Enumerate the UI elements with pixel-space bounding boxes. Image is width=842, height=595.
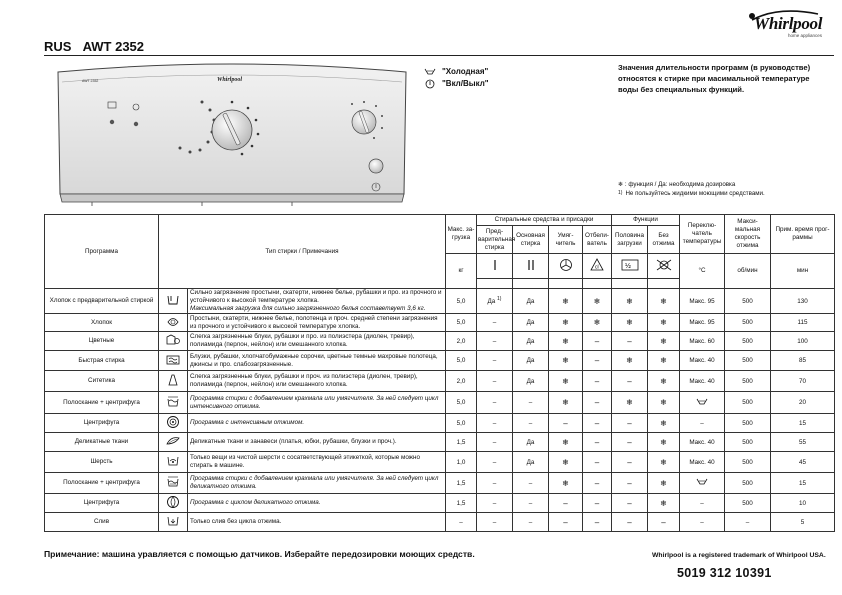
row-temp: Макс. 95: [680, 289, 725, 314]
row-no-spin: ❄: [648, 433, 680, 452]
row-temp: [680, 392, 725, 414]
main-wash-icon: [513, 254, 549, 279]
row-time: 85: [771, 351, 835, 371]
table-row: [45, 314, 835, 332]
row-half-load: –: [612, 513, 648, 532]
row-no-spin: ❄: [648, 414, 680, 433]
cold-wash-icon: [424, 68, 436, 76]
svg-text:cl: cl: [595, 264, 599, 271]
unit-time: мин: [771, 254, 835, 289]
row-spin: 500: [725, 371, 771, 392]
row-prewash: –: [477, 314, 513, 332]
row-description: Программа стирки с добавлением крахмала или умягчителя. За ней следует цикл интенсивного отжима.: [188, 392, 446, 414]
row-load: 5,0: [446, 392, 477, 414]
model-number: AWT 2352: [82, 39, 145, 54]
row-description: Только слив без цикла отжима.: [188, 513, 446, 532]
row-description: Блузки, рубашки, хлопчатобумажные сорочки, цветные темные махровые полотеца, джинсы и про. слабозагрязненные.: [188, 351, 446, 371]
prewash-icon: [477, 254, 513, 279]
row-time: 15: [771, 473, 835, 494]
cold-wash-icon: [696, 398, 708, 406]
row-half-load: –: [612, 473, 648, 494]
unit-spin: об/мин: [725, 254, 771, 289]
table-row: [45, 371, 835, 392]
brand-name: Whirlpool: [754, 14, 823, 33]
row-time: 15: [771, 414, 835, 433]
header-half-load: Половина загрузки: [612, 226, 648, 254]
row-program-name: Полоскание + центрифуга: [45, 392, 159, 414]
row-description: Простыни, скатерти, нижнее белье, полотенца и проч. средней степени загрязнения из прочного и устойчивого к высокой температуре хлопка.: [188, 314, 446, 332]
row-prewash: –: [477, 513, 513, 532]
row-time: 5: [771, 513, 835, 532]
row-half-load: ❄: [612, 351, 648, 371]
table-row: [45, 452, 835, 473]
row-load: 2,0: [446, 332, 477, 351]
table-row: [45, 433, 835, 452]
row-prewash-mark: 1): [497, 296, 502, 303]
header-temp-switch: Переклю- чатель температуры: [680, 215, 725, 254]
table-header-row: [45, 215, 835, 226]
table-row: [45, 513, 835, 532]
row-program-name: Полоскание + центрифуга: [45, 473, 159, 494]
row-prewash: –: [477, 452, 513, 473]
brand-tagline: home appliances: [788, 33, 823, 38]
row-program-name: Шерсть: [45, 452, 159, 473]
row-temp: Макс. 40: [680, 351, 725, 371]
row-main-wash: –: [513, 513, 549, 532]
row-no-spin: ❄: [648, 473, 680, 494]
row-time: 20: [771, 392, 835, 414]
row-main-wash: Да: [513, 452, 549, 473]
table-row: [45, 332, 835, 351]
row-softener: –: [549, 494, 583, 513]
row-temp: Макс. 60: [680, 332, 725, 351]
row-temp: Макс. 40: [680, 433, 725, 452]
row-no-spin: ❄: [648, 371, 680, 392]
row-softener: ❄: [549, 473, 583, 494]
row-softener: ❄: [549, 289, 583, 314]
row-prewash: –: [477, 371, 513, 392]
row-half-load: –: [612, 414, 648, 433]
colored-icon: [159, 332, 188, 351]
table-row: [45, 414, 835, 433]
row-main-wash: –: [513, 494, 549, 513]
row-temp: Макс. 95: [680, 314, 725, 332]
row-bleach: –: [583, 494, 612, 513]
row-description: Деликатные ткани и занавеси (платья, юбки, рубашки, блузки и проч.).: [188, 433, 446, 452]
bleach-icon: [583, 254, 612, 279]
row-program-name: Центрифуга: [45, 414, 159, 433]
row-main-wash: Да: [513, 351, 549, 371]
row-prewash: –: [477, 392, 513, 414]
row-program-name: Центрифуга: [45, 494, 159, 513]
row-main-wash: Да: [513, 332, 549, 351]
header-bleach: Отбели- ватель: [583, 226, 612, 254]
row-softener: ❄: [549, 392, 583, 414]
cotton-prewash-icon: [159, 289, 188, 314]
row-time: 55: [771, 433, 835, 452]
row-time: 10: [771, 494, 835, 513]
header-time: Прим. время прог- раммы: [771, 215, 835, 254]
row-no-spin: ❄: [648, 289, 680, 314]
power-icon: [424, 79, 436, 89]
header-softener: Умяг- читель: [549, 226, 583, 254]
row-half-load: –: [612, 433, 648, 452]
row-load: 1,5: [446, 433, 477, 452]
row-half-load: ❄: [612, 289, 648, 314]
row-description-note: Максимальная загрузка для сильно загрязненного белья составетвует 3,6 кг.: [190, 305, 426, 312]
row-description: Слегка загрязненные блуки, рубашки и про. из полиэстера (диолен, тревир), полиамида (перлон, нейлон) или смешанного хлопка.: [188, 332, 446, 351]
row-bleach: –: [583, 332, 612, 351]
row-main-wash: Да: [513, 433, 549, 452]
delicates-icon: [159, 433, 188, 452]
header-no-spin: Без отжима: [648, 226, 680, 254]
row-prewash: –: [477, 332, 513, 351]
row-description: Слегка загрязненные блуки, рубашки и проч. из полиэстера (диолен, тревир), полиамида (перлон, нейлон) или смешанного хлопка.: [188, 371, 446, 392]
header-max-load: Макс. за- грузка: [446, 215, 477, 254]
footnote-mark: 1): [618, 190, 623, 196]
row-description: Программа с циклом деликатного отжима.: [188, 494, 446, 513]
legend-cold-label: "Холодная": [442, 67, 489, 76]
program-table: [44, 214, 835, 532]
legend-cold: [424, 66, 489, 78]
row-no-spin: –: [648, 513, 680, 532]
footnote-function: ❄ : функция / Да: необходима дозировка: [618, 181, 736, 188]
row-program-name: Деликатные ткани: [45, 433, 159, 452]
unit-load: кг: [446, 254, 477, 289]
row-program-name: Слив: [45, 513, 159, 532]
header-divider: [44, 55, 834, 56]
legend-power: [424, 78, 489, 90]
row-time: 115: [771, 314, 835, 332]
spin-icon: [159, 414, 188, 433]
header-prewash: Пред- варительная стирка: [477, 226, 513, 254]
row-prewash: –: [477, 494, 513, 513]
table-row: [45, 494, 835, 513]
row-load: 5,0: [446, 314, 477, 332]
softener-icon: [549, 254, 583, 279]
row-half-load: –: [612, 494, 648, 513]
panel-model: AWT 2352: [82, 79, 99, 83]
region-code: RUS: [44, 39, 72, 54]
row-no-spin: ❄: [648, 452, 680, 473]
row-softener: ❄: [549, 314, 583, 332]
row-time: 70: [771, 371, 835, 392]
row-bleach: –: [583, 392, 612, 414]
page-title: [44, 39, 144, 54]
row-description: Программа стирки с добавлением крахмала или умягчителя. За ней следует цикл деликатного отжима.: [188, 473, 446, 494]
row-spin: 500: [725, 351, 771, 371]
row-bleach: –: [583, 452, 612, 473]
row-program-name: Хлопок: [45, 314, 159, 332]
row-program-name: Хлопок с предварительной стиркой: [45, 289, 159, 314]
row-spin: 500: [725, 494, 771, 513]
table-row: [45, 289, 835, 314]
unit-temp: °C: [680, 254, 725, 289]
row-main-wash: Да: [513, 371, 549, 392]
drain-icon: [159, 513, 188, 532]
row-load: 5,0: [446, 414, 477, 433]
row-softener: –: [549, 513, 583, 532]
svg-text:½: ½: [624, 262, 631, 270]
row-half-load: –: [612, 332, 648, 351]
row-spin: 500: [725, 392, 771, 414]
rinse-spin-icon: [159, 392, 188, 414]
row-spin: 500: [725, 452, 771, 473]
row-half-load: ❄: [612, 392, 648, 414]
row-main-wash: –: [513, 414, 549, 433]
legend-power-label: "Вкл/Выкл": [442, 79, 489, 88]
footnotes: [618, 180, 832, 198]
row-spin: 500: [725, 314, 771, 332]
control-panel-illustration: [52, 62, 412, 206]
row-spin: 500: [725, 332, 771, 351]
part-number: 5019 312 10391: [677, 566, 772, 580]
row-load: 1,5: [446, 494, 477, 513]
row-half-load: ❄: [612, 314, 648, 332]
row-prewash: –: [477, 433, 513, 452]
row-softener: –: [549, 414, 583, 433]
header-wash-type: Тип стирки / Примечания: [159, 215, 446, 289]
bottom-note: Примечание: машина уравляется с помощью датчиков. Изберайте передозировки моющих средств.: [44, 549, 475, 559]
row-load: –: [446, 513, 477, 532]
half-load-icon: [612, 254, 648, 279]
row-program-name: Цветные: [45, 332, 159, 351]
row-temp: –: [680, 513, 725, 532]
panel-brand: Whirlpool: [217, 77, 243, 83]
row-description: Программа с интенсивным отжимом.: [188, 414, 446, 433]
row-prewash: –: [477, 414, 513, 433]
row-bleach: ❄: [583, 289, 612, 314]
row-prewash: Да $^{1)}$: [477, 289, 513, 314]
cold-wash-icon: [696, 478, 708, 486]
table-row: [45, 473, 835, 494]
row-no-spin: ❄: [648, 314, 680, 332]
row-temp: Макс. 40: [680, 371, 725, 392]
row-spin: –: [725, 513, 771, 532]
row-spin: 500: [725, 289, 771, 314]
row-bleach: –: [583, 351, 612, 371]
row-main-wash: Да: [513, 314, 549, 332]
row-main-wash: –: [513, 392, 549, 414]
row-no-spin: ❄: [648, 494, 680, 513]
row-time: 130: [771, 289, 835, 314]
duration-note: Значения длительности программ (в руководстве) относятся к стирке при масимальной температуре воды без специальных функций.: [618, 63, 811, 94]
row-description: Сильно загрязнение простыни, скатерти, нижнее белье, рубашки и про. из прочного и устойчивого к высокой температуре хлопка. Максимальная загрузка для сильно загрязненного белья составетвует 3,6 кг.: [188, 289, 446, 314]
row-temp: [680, 473, 725, 494]
row-bleach: –: [583, 414, 612, 433]
row-load: 5,0: [446, 289, 477, 314]
brand-logo: [738, 6, 830, 42]
row-half-load: –: [612, 371, 648, 392]
row-bleach: –: [583, 433, 612, 452]
row-main-wash: Да: [513, 289, 549, 314]
row-softener: ❄: [549, 351, 583, 371]
row-time: 45: [771, 452, 835, 473]
row-softener: ❄: [549, 433, 583, 452]
row-time: 100: [771, 332, 835, 351]
row-softener: ❄: [549, 332, 583, 351]
footnote-liquid: [618, 189, 832, 198]
header-max-spin: Макси- мальная скорость отжима: [725, 215, 771, 254]
row-temp: Макс. 40: [680, 452, 725, 473]
row-bleach: –: [583, 473, 612, 494]
header-detergents: Стиральные средства и присадки: [477, 215, 612, 226]
delicate-spin-icon: [159, 494, 188, 513]
trademark-note: Whirlpool is a registered trademark of Whirlpool USA.: [652, 552, 826, 559]
row-main-wash: –: [513, 473, 549, 494]
row-load: 1,5: [446, 473, 477, 494]
quick-wash-icon: [159, 351, 188, 371]
footnote-liquid-text: Не пользуйтесь жидкими моющими средствами.: [625, 190, 765, 197]
row-bleach: ❄: [583, 314, 612, 332]
row-program-name: Ситетика: [45, 371, 159, 392]
row-no-spin: ❄: [648, 351, 680, 371]
cotton-icon: [159, 314, 188, 332]
row-bleach: –: [583, 371, 612, 392]
row-softener: ❄: [549, 371, 583, 392]
synthetic-icon: [159, 371, 188, 392]
row-no-spin: ❄: [648, 332, 680, 351]
row-bleach: –: [583, 513, 612, 532]
row-spin: 500: [725, 433, 771, 452]
symbol-legend: [424, 66, 489, 90]
row-temp: –: [680, 494, 725, 513]
row-softener: ❄: [549, 452, 583, 473]
row-load: 5,0: [446, 351, 477, 371]
row-half-load: –: [612, 452, 648, 473]
row-description: Только вещи из чистой шерсти с сосатветствующей этикеткой, которые можно стирать в машине.: [188, 452, 446, 473]
delicate-rinse-icon: [159, 473, 188, 494]
no-spin-icon: [648, 254, 680, 279]
row-spin: 500: [725, 473, 771, 494]
row-prewash: –: [477, 351, 513, 371]
header-main-wash: Основная стирка: [513, 226, 549, 254]
row-prewash: –: [477, 473, 513, 494]
row-load: 2,0: [446, 371, 477, 392]
row-load: 1,0: [446, 452, 477, 473]
row-temp: –: [680, 414, 725, 433]
table-row: [45, 351, 835, 371]
wool-icon: [159, 452, 188, 473]
header-functions: Функции: [612, 215, 680, 226]
table-row: [45, 392, 835, 414]
row-no-spin: ❄: [648, 392, 680, 414]
row-program-name: Быстрая стирка: [45, 351, 159, 371]
row-spin: 500: [725, 414, 771, 433]
header-program: Программа: [45, 215, 159, 289]
